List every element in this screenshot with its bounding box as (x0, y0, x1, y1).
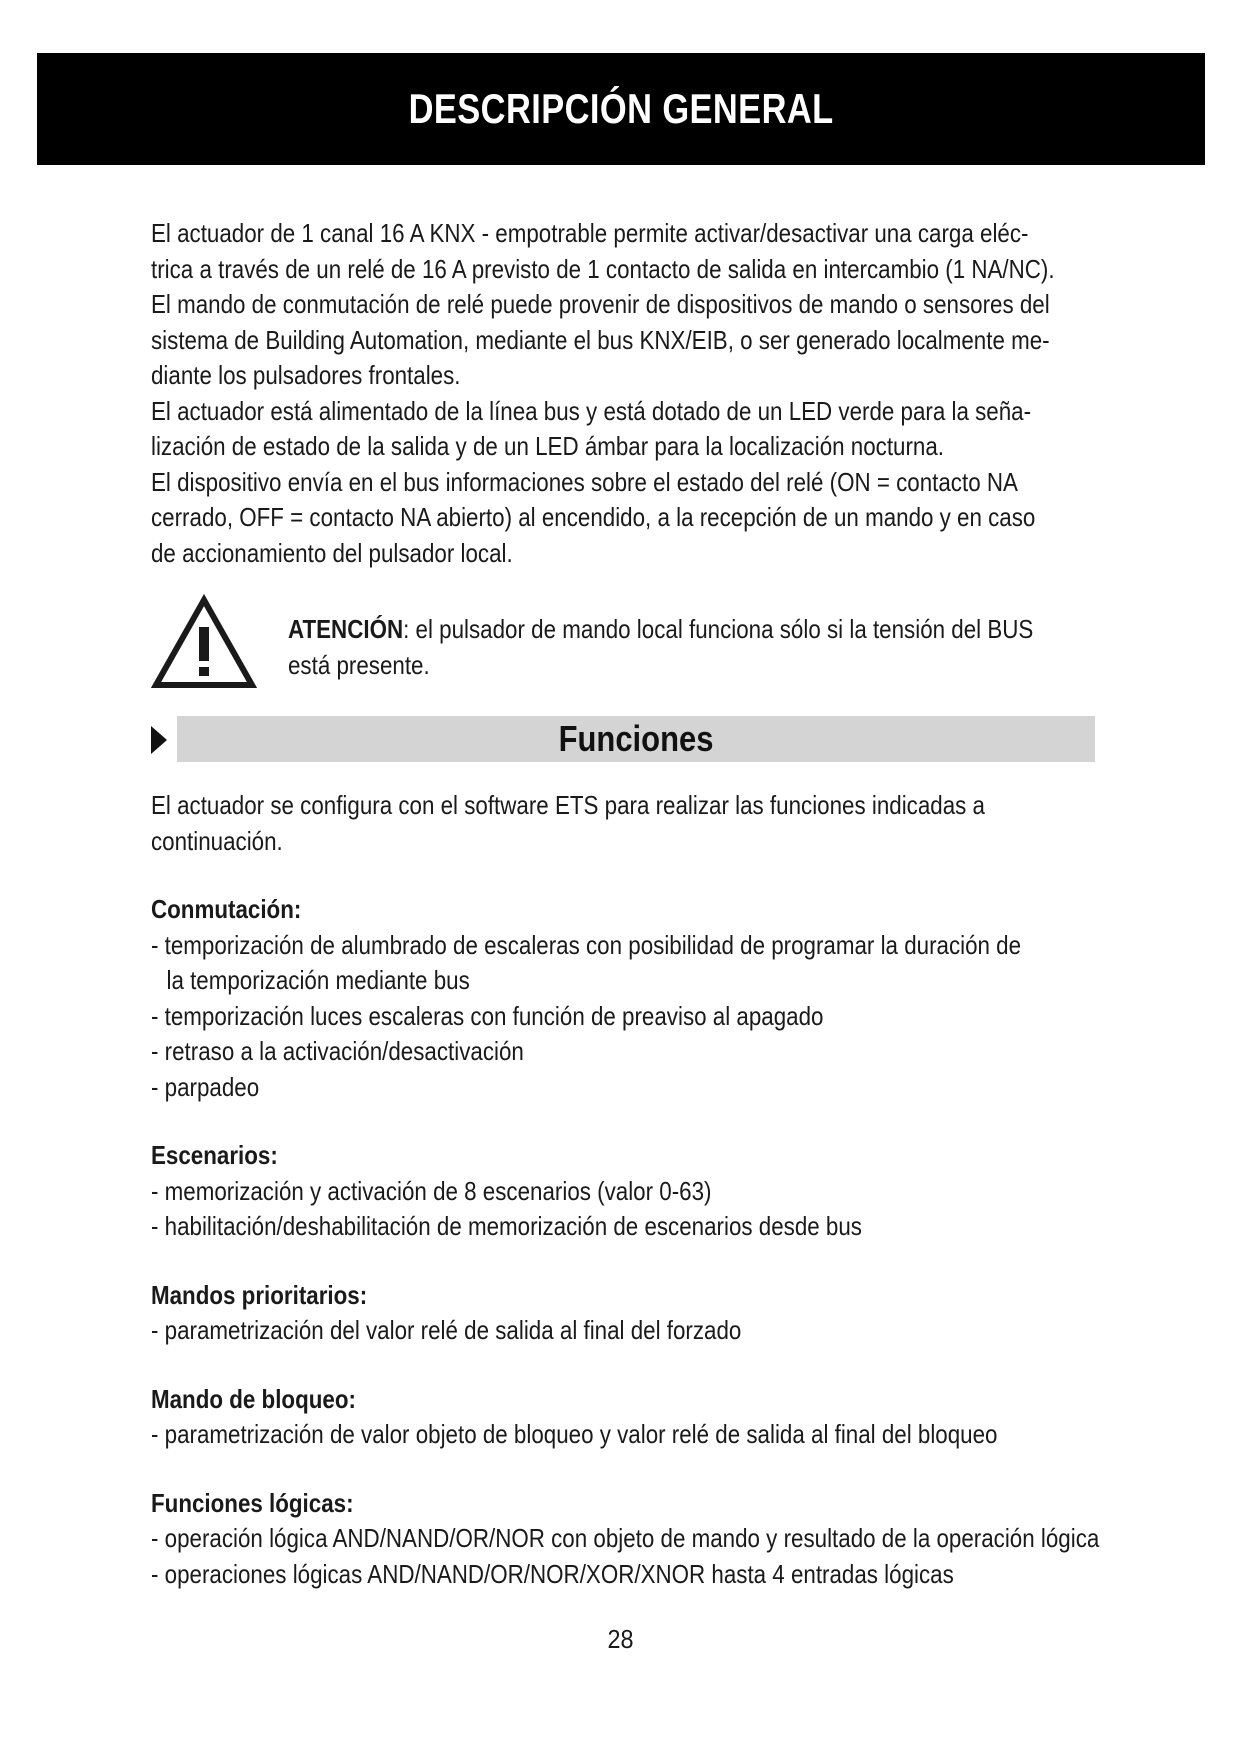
warning-text (288, 612, 1148, 683)
intro-line: cerrado, OFF = contacto NA abierto) al encendido, a la recepción de un mando y en caso (151, 502, 1036, 532)
function-group-escenarios (151, 1138, 1192, 1245)
intro-line: lización de estado de la salida y de un LED ámbar para la localización nocturna. (151, 431, 945, 461)
warning-message: : el pulsador de mando local funciona sólo si la tensión del BUS (403, 614, 1034, 644)
intro-line: de accionamiento del pulsador local. (151, 537, 513, 568)
intro-line: El actuador está alimentado de la línea bus y está dotado de un LED verde para la seña- (151, 395, 1032, 426)
warning-notice (151, 594, 1191, 694)
functions-intro-line: continuación. (151, 825, 283, 856)
function-group-mandos-prioritarios (151, 1278, 1192, 1349)
intro-line: trica a través de un relé de 16 A previsto de 1 contacto de salida en intercambio (1 NA/NC). (151, 253, 1055, 284)
list-item: - retraso a la activación/desactivación (151, 1036, 524, 1066)
section-title: Funciones (558, 718, 714, 759)
group-title: Conmutación: (151, 894, 302, 924)
group-title: Escenarios: (151, 1140, 278, 1170)
intro-section (151, 216, 1191, 571)
group-title: Mandos prioritarios: (151, 1279, 368, 1310)
list-item: - operaciones lógicas AND/NAND/OR/NOR/XOR/XNOR hasta 4 entradas lógicas (151, 1558, 954, 1589)
functions-body (151, 788, 1192, 1592)
list-item: - parametrización del valor relé de salida al final del forzado (151, 1315, 742, 1345)
warning-line-1 (288, 612, 1148, 648)
functions-intro-line: El actuador se configura con el software ETS para realizar las funciones indicadas a (151, 790, 985, 820)
function-group-funciones-logicas (151, 1486, 1192, 1593)
intro-line: El mando de conmutación de relé puede provenir de dispositivos de mando o sensores del (151, 289, 1050, 319)
intro-line: El dispositivo envía en el bus informaciones sobre el estado del relé (ON = contacto NA (151, 466, 1018, 497)
list-item: - habilitación/deshabilitación de memorización de escenarios desde bus (151, 1211, 862, 1241)
list-item: - memorización y activación de 8 escenarios (valor 0-63) (151, 1175, 712, 1206)
list-item: - temporización luces escaleras con función de preaviso al apagado (151, 1000, 824, 1031)
warning-line-2: está presente. (288, 649, 430, 680)
list-item-continuation: la temporización mediante bus (166, 965, 470, 995)
section-bar (177, 716, 1095, 762)
triangle-right-icon (151, 726, 167, 754)
section-heading (151, 716, 1095, 762)
list-item: - parametrización de valor objeto de bloqueo y valor relé de salida al final del bloqueo (151, 1419, 998, 1449)
list-item: - operación lógica AND/NAND/OR/NOR con objeto de mando y resultado de la operación lógica (151, 1523, 1100, 1553)
group-title: Mando de bloqueo: (151, 1383, 356, 1414)
function-group-conmutacion (151, 892, 1192, 1105)
intro-paragraph (151, 216, 1192, 571)
group-title: Funciones lógicas: (151, 1487, 354, 1518)
function-group-mando-bloqueo (151, 1382, 1192, 1453)
intro-line: El actuador de 1 canal 16 A KNX - empotrable permite activar/desactivar una carga eléc- (151, 218, 1029, 248)
intro-line: diante los pulsadores frontales. (151, 360, 461, 390)
list-item: - temporización de alumbrado de escaleras con posibilidad de programar la duración de (151, 929, 1022, 960)
page-number: 28 (607, 1624, 634, 1654)
intro-line: sistema de Building Automation, mediante el bus KNX/EIB, o ser generado localmente me- (151, 324, 1050, 355)
warning-label: ATENCIÓN (288, 614, 404, 644)
functions-section (151, 788, 1191, 1592)
page-title: DESCRIPCIÓN GENERAL (408, 85, 834, 132)
warning-triangle-icon (151, 594, 257, 690)
list-item: - parpadeo (151, 1071, 260, 1102)
header-banner (37, 53, 1205, 165)
